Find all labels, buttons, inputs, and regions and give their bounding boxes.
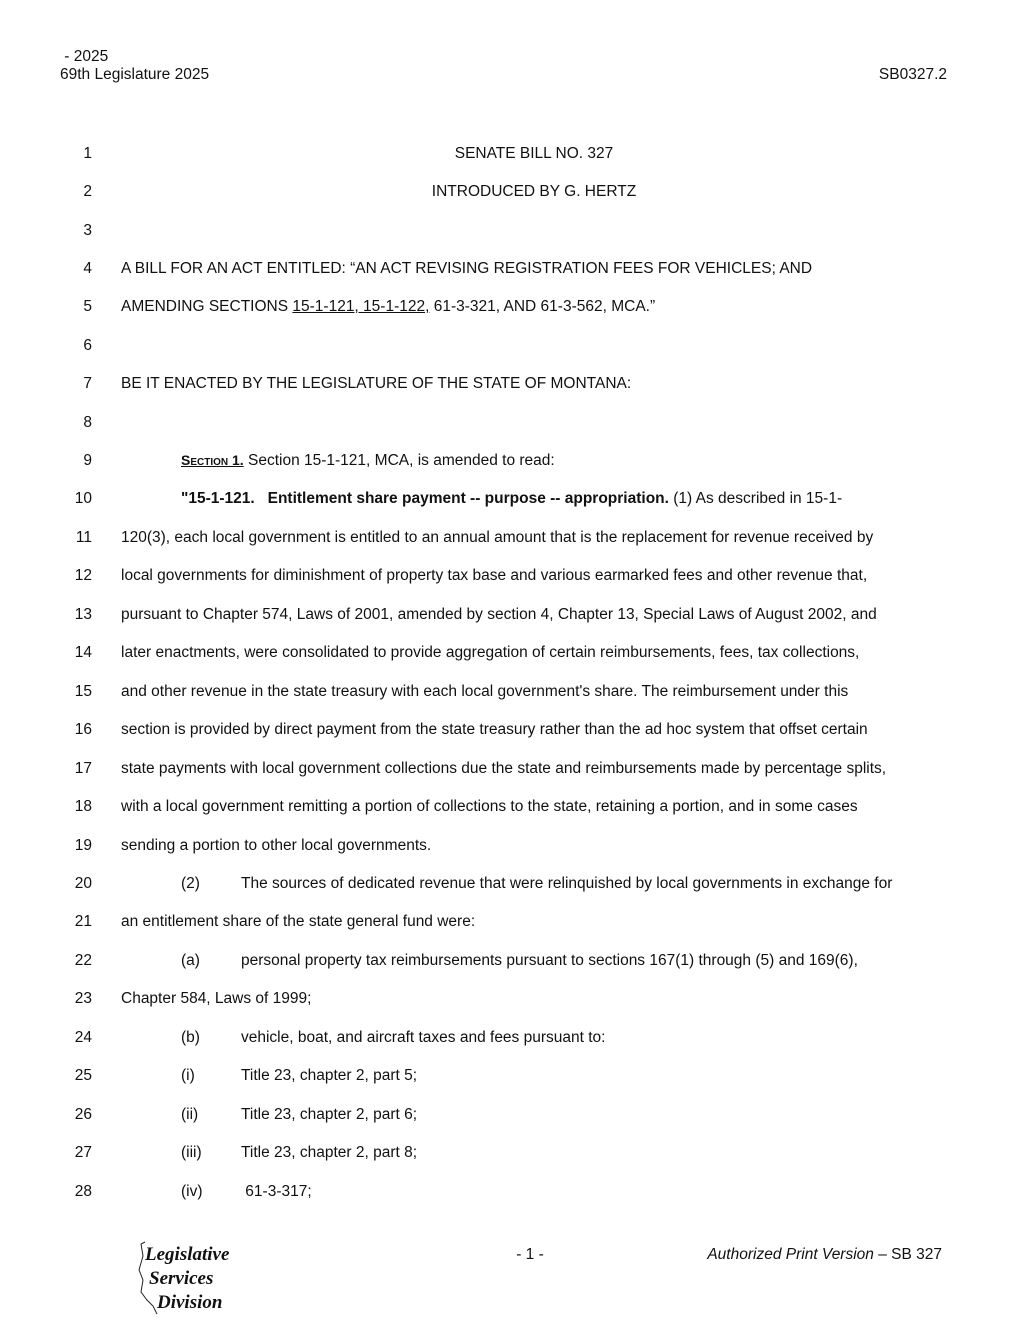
line-number: 15 [74, 683, 92, 700]
section-heading [181, 452, 555, 470]
line-number: 1 [83, 145, 92, 162]
logo-line-3: Division [157, 1292, 223, 1313]
document-header [60, 48, 209, 84]
authorized-print-label [707, 1246, 942, 1264]
section-catchline: "15-1-121. Entitlement share payment -- purpose -- appropriation. [181, 490, 669, 507]
body-text: with a local government remitting a portion of collections to the state, retaining a portion, and in some cases [121, 798, 858, 815]
bill-title: SENATE BILL NO. 327 [454, 145, 614, 162]
text-line [0, 222, 1024, 246]
body-text: and other revenue in the state treasury with each local government's share. The reimbursement under this [121, 683, 849, 700]
line-number: 3 [83, 222, 92, 239]
text-line [0, 990, 1024, 1014]
body-text: pursuant to Chapter 574, Laws of 2001, amended by section 4, Chapter 13, Special Laws of August 2002, and [121, 606, 877, 623]
line-number: 12 [74, 567, 92, 584]
act-title-cont [121, 298, 655, 316]
section-label: Section 1. [181, 452, 244, 468]
bill-code: SB0327.2 [878, 66, 947, 83]
line-number: 4 [83, 260, 92, 277]
inserted-text: , [495, 298, 501, 315]
text-segment: (1) As described in 15-1- [668, 490, 843, 507]
line-number: 11 [75, 529, 92, 546]
auth-italic: Authorized Print Version [707, 1246, 874, 1263]
text-line [0, 837, 1024, 861]
text-line [0, 298, 1024, 322]
text-line [0, 337, 1024, 361]
header-year: - 2025 [60, 48, 109, 65]
text-line [0, 452, 1024, 476]
text-segment: AMENDING SECTIONS [121, 298, 293, 315]
text-line [0, 952, 1024, 976]
text-line [0, 721, 1024, 745]
line-number: 10 [74, 490, 92, 507]
line-number: 20 [74, 875, 92, 892]
text-line [0, 760, 1024, 784]
text-line [0, 1067, 1024, 1091]
body-text: vehicle, boat, and aircraft taxes and fees pursuant to: [241, 1029, 606, 1046]
subsection-label: (b) [181, 1029, 200, 1046]
text-line [0, 260, 1024, 284]
line-number: 13 [74, 606, 92, 623]
line-number: 26 [74, 1106, 92, 1123]
text-line [0, 183, 1024, 207]
bill-sponsor: INTRODUCED BY G. HERTZ [431, 183, 637, 200]
header-legislature: 69th Legislature 2025 [60, 66, 210, 83]
body-text: Title 23, chapter 2, part 5; [241, 1067, 418, 1084]
logo-line-1: Legislative [145, 1244, 230, 1265]
text-line [0, 1029, 1024, 1053]
text-segment: 61-3-321 [429, 298, 496, 315]
line-number: 19 [74, 837, 92, 854]
text-line [0, 644, 1024, 668]
line-number: 22 [74, 952, 92, 969]
body-text: Chapter 584, Laws of 1999; [121, 990, 312, 1007]
line-number: 9 [83, 452, 92, 469]
inserted-text: 15-1-121, 15-1-122, [292, 298, 430, 315]
auth-bill: – SB 327 [873, 1246, 942, 1263]
page-number: - 1 - [516, 1246, 544, 1263]
text-line [0, 875, 1024, 899]
lsd-logo-icon [133, 1236, 253, 1318]
body-text: 120(3), each local government is entitled to an annual amount that is the replacement for revenue received by [121, 529, 874, 546]
text-line [0, 490, 1024, 514]
body-text: Title 23, chapter 2, part 8; [241, 1144, 418, 1161]
body-text: an entitlement share of the state general fund were: [121, 913, 476, 930]
subsection-label: (i) [181, 1067, 195, 1084]
subsection-label: (iv) [181, 1183, 203, 1200]
act-title: A BILL FOR AN ACT ENTITLED: “AN ACT REVISING REGISTRATION FEES FOR VEHICLES; AND [121, 260, 813, 277]
line-number: 25 [74, 1067, 92, 1084]
text-line [0, 375, 1024, 399]
text-line [0, 606, 1024, 630]
text-line [0, 1183, 1024, 1207]
line-number: 24 [74, 1029, 92, 1046]
body-text: local governments for diminishment of property tax base and various earmarked fees and other revenue that, [121, 567, 868, 584]
line-number: 14 [74, 644, 92, 661]
line-number: 5 [83, 298, 92, 315]
line-number: 2 [83, 183, 92, 200]
subsection-label: (iii) [181, 1144, 202, 1161]
body-text: sending a portion to other local governments. [121, 837, 432, 854]
line-number: 7 [83, 375, 92, 392]
text-line [0, 1106, 1024, 1130]
line-number: 27 [74, 1144, 92, 1161]
line-number: 21 [74, 913, 92, 930]
text-line [0, 913, 1024, 937]
body-text: personal property tax reimbursements pursuant to sections 167(1) through (5) and 169(6), [241, 952, 858, 969]
body-text: Title 23, chapter 2, part 6; [241, 1106, 418, 1123]
text-line [0, 798, 1024, 822]
text-line [0, 145, 1024, 169]
subsection-label: (a) [181, 952, 200, 969]
subsection-label: (ii) [181, 1106, 199, 1123]
line-number: 23 [74, 990, 92, 1007]
text-line [0, 1144, 1024, 1168]
line-number: 6 [83, 337, 92, 354]
section-title [181, 490, 842, 508]
line-number: 16 [74, 721, 92, 738]
text-line [0, 414, 1024, 438]
logo-line-2: Services [149, 1268, 214, 1289]
text-segment: Section 15-1-121, MCA, is amended to read: [243, 452, 555, 469]
line-number: 17 [74, 760, 92, 777]
body-text: 61-3-317; [241, 1183, 312, 1200]
body-text: The sources of dedicated revenue that were relinquished by local governments in exchange for [241, 875, 893, 892]
text-line [0, 683, 1024, 707]
enacting-clause: BE IT ENACTED BY THE LEGISLATURE OF THE STATE OF MONTANA: [121, 375, 632, 392]
body-text: section is provided by direct payment from the state treasury rather than the ad hoc system that offset certain [121, 721, 868, 738]
text-line [0, 567, 1024, 591]
line-number: 8 [83, 414, 92, 431]
line-number: 28 [74, 1183, 92, 1200]
body-text: later enactments, were consolidated to provide aggregation of certain reimbursements, fees, tax collections, [121, 644, 860, 661]
text-line [0, 529, 1024, 553]
line-number: 18 [74, 798, 92, 815]
text-segment: AND 61-3-562, MCA.” [500, 298, 656, 315]
subsection-label: (2) [181, 875, 200, 892]
body-text: state payments with local government collections due the state and reimbursements made by percentage splits, [121, 760, 887, 777]
